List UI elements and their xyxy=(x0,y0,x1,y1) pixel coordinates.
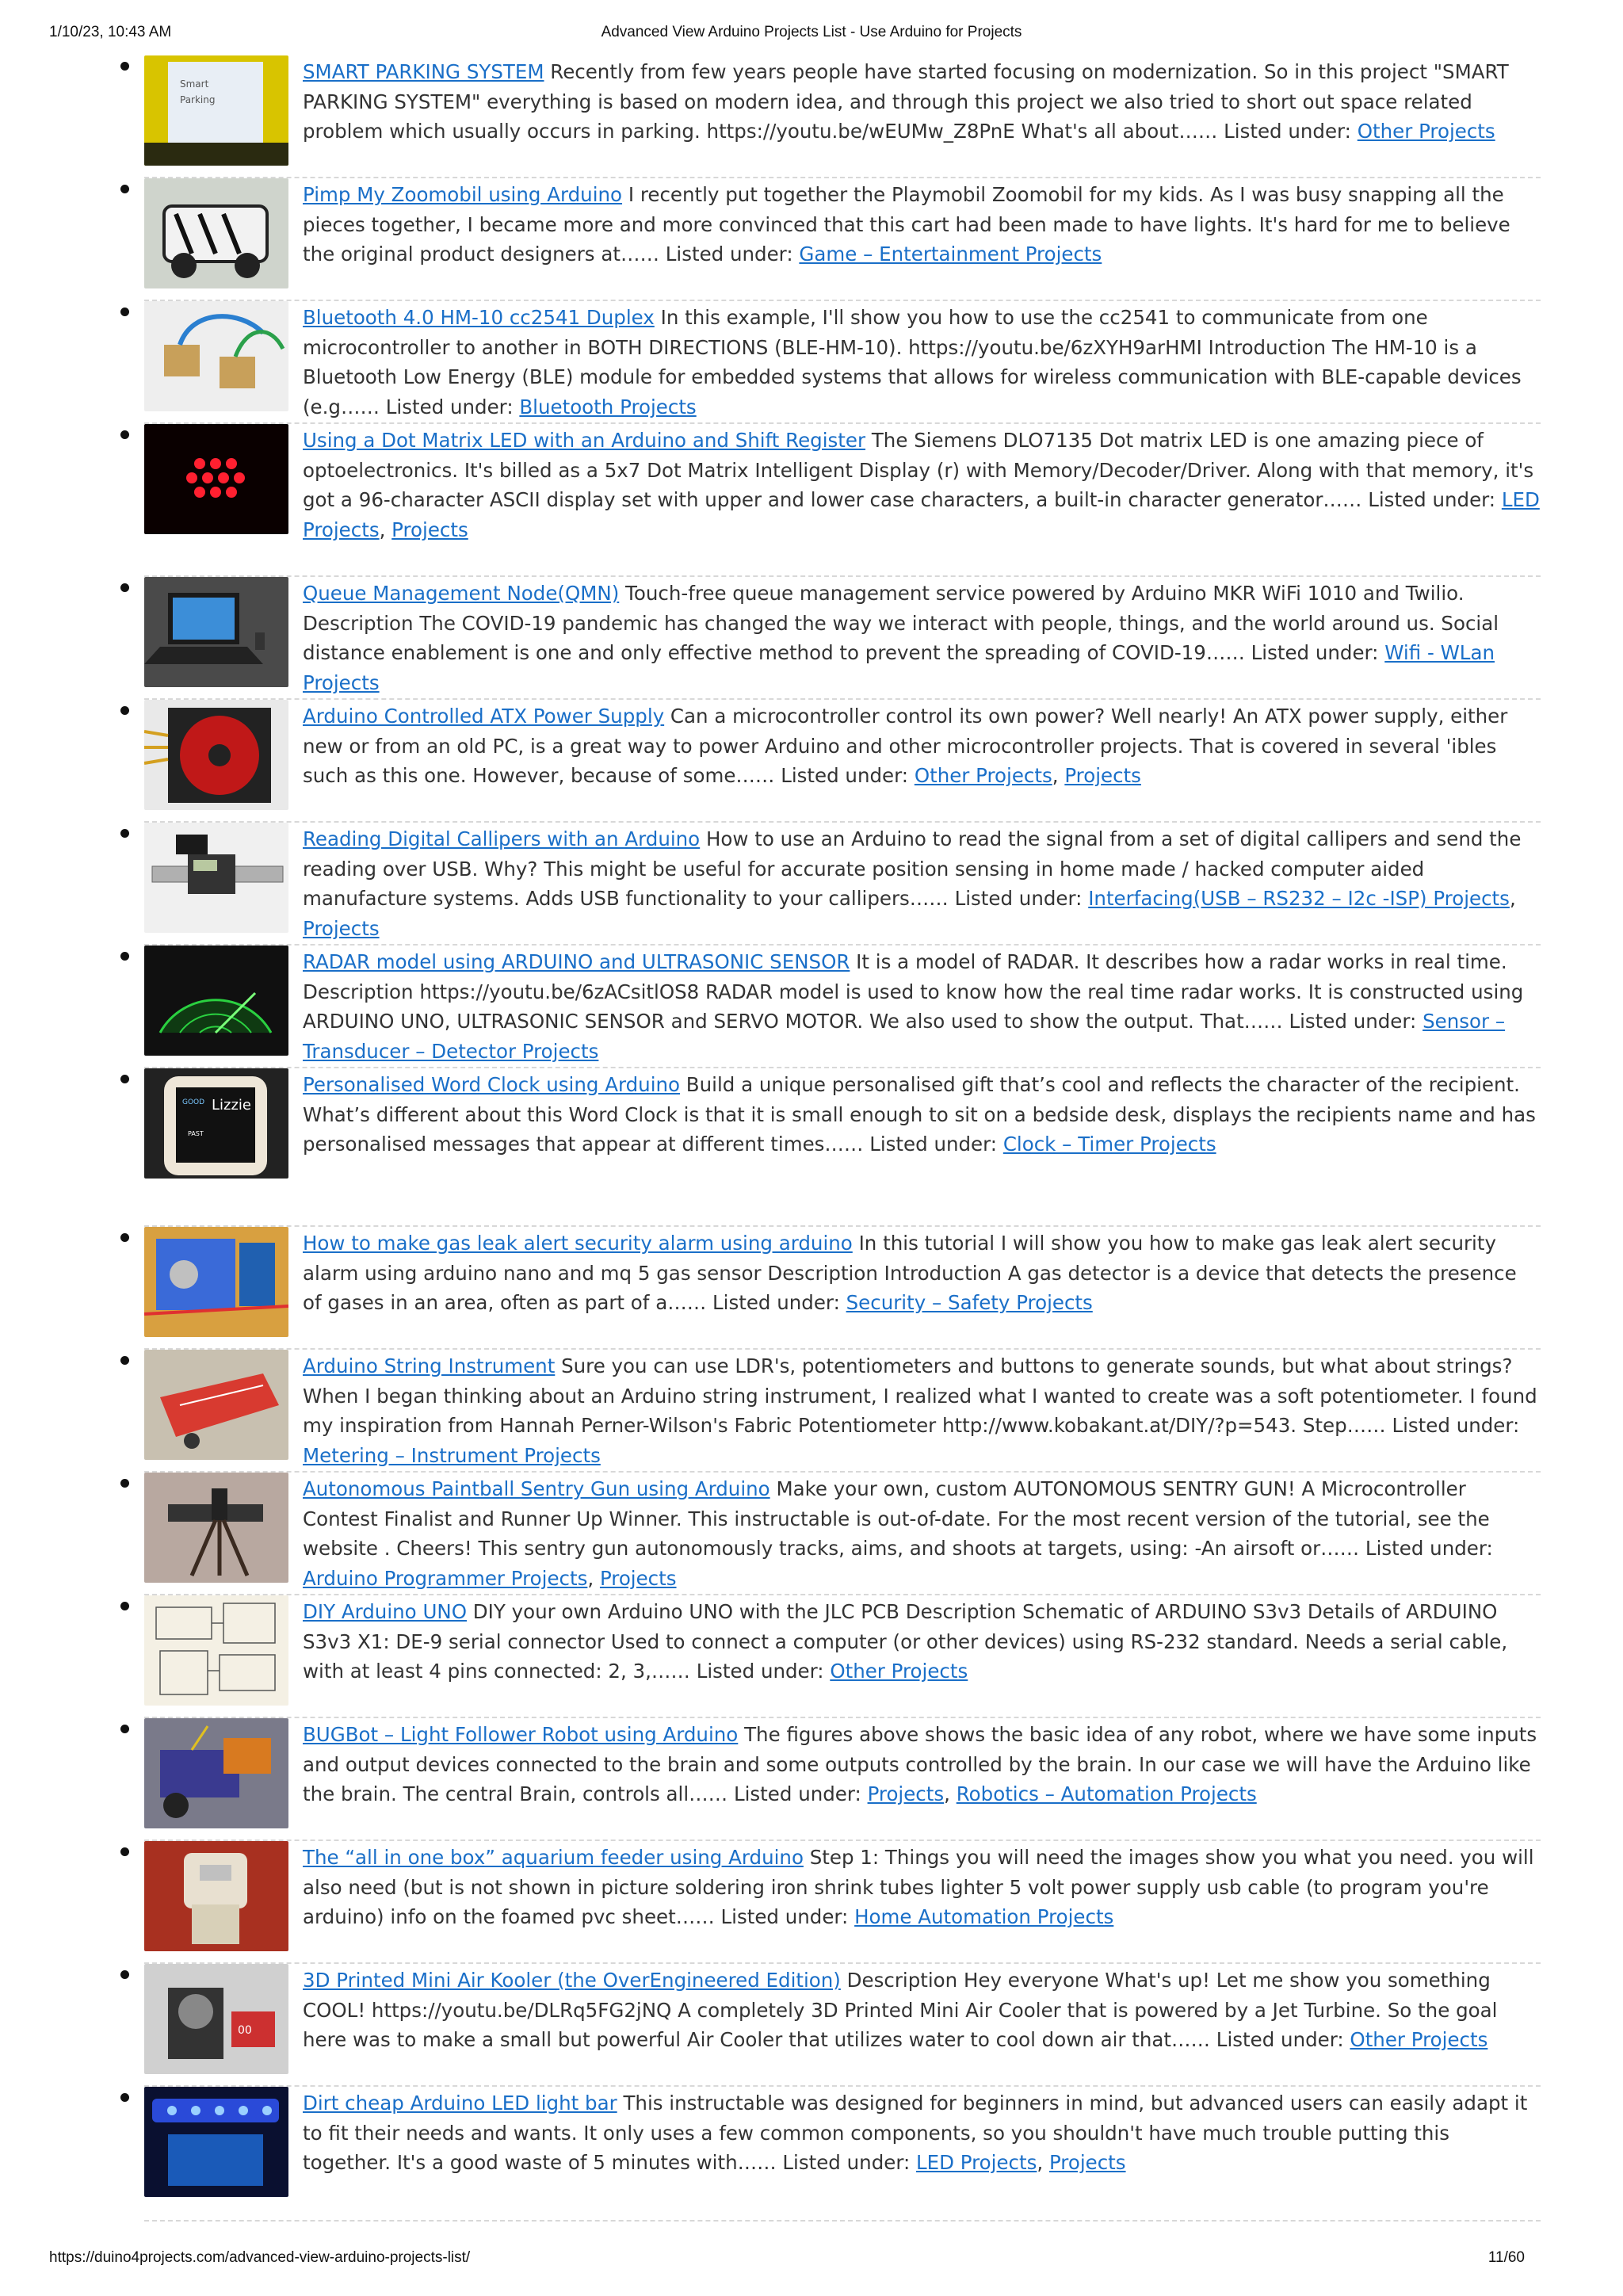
project-description: It is a model of RADAR. It describes how a radar works in real time. Description https://youtu.be/6zACsitlOS8 RADAR model is used to know how the real time radar works. It is constructed using ARDUINO UNO, ULTRASONIC SENSOR and SERVO MOTOR. We also used to show the output. That…… Listed under: xyxy=(303,950,1524,1033)
project-title-link[interactable]: The “all in one box” aquarium feeder using Arduino xyxy=(303,1846,804,1869)
bullet-icon xyxy=(120,1479,129,1488)
svg-text:Smart: Smart xyxy=(180,78,209,90)
page-number: 11/60 xyxy=(1487,2249,1525,2266)
project-description: Sure you can use LDR's, potentiometers and buttons to generate sounds, but what about strings? When I began thinking about an Arduino string instrument, I realized what I wanted to create was a soft potentiometer. I found my inspiration from Hannah Perner-Wilson's Fabric Potentiometer http://www.kobakant.at/DIY/?p=543. Step…… Listed under: xyxy=(303,1354,1537,1437)
project-description: Can a microcontroller control its own power? Well nearly! An ATX power supply, either new or from an old PC, is a great way to power Arduino and other microcontroller projects. That is covered in several 'ibles such as this one. However, because of some…… Listed under: xyxy=(303,705,1508,787)
project-thumbnail[interactable] xyxy=(144,577,288,687)
category-link[interactable]: LED Projects xyxy=(916,2151,1037,2174)
bullet-icon xyxy=(120,952,129,961)
bullet-icon xyxy=(120,1970,129,1979)
category-link[interactable]: Other Projects xyxy=(1350,2028,1488,2051)
category-link[interactable]: Other Projects xyxy=(1357,120,1495,143)
project-title-link[interactable]: Reading Digital Callipers with an Arduino xyxy=(303,827,701,850)
project-thumbnail[interactable] xyxy=(144,700,288,810)
svg-text:PAST: PAST xyxy=(188,1130,204,1137)
project-description: Touch-free queue management service powered by Arduino MKR WiFi 1010 and Twilio. Description The COVID-19 pandemic has changed the way we interact with people, things, and the world around us. Social distance enablement is one and only effective method to prevent the spreading of COVID-19…… Listed under: xyxy=(303,582,1499,664)
project-thumbnail[interactable] xyxy=(144,1473,288,1583)
list-item xyxy=(144,1473,1541,1595)
list-item xyxy=(144,55,1541,178)
project-thumbnail[interactable] xyxy=(144,1227,288,1337)
project-thumbnail[interactable] xyxy=(144,1350,288,1460)
project-thumbnail[interactable] xyxy=(144,1841,288,1951)
project-title-link[interactable]: RADAR model using ARDUINO and ULTRASONIC SENSOR xyxy=(303,950,850,973)
project-description: Step 1: Things you will need the images show you what you need. you will also need (but is not shown in picture soldering iron shrink tubes lighter 5 volt power supply usb cable (to program you're arduino) info on the foamed pvc sheet…… Listed under: xyxy=(303,1846,1534,1928)
project-thumbnail[interactable] xyxy=(144,946,288,1056)
category-link[interactable]: LED Projects xyxy=(303,488,1540,541)
project-description: The figures above shows the basic idea of any robot, where we have some inputs and output devices connected to the brain and some outputs controlled by the brain. In our case we will have the Arduino like the brain. The central Brain, controls all…… Listed under: xyxy=(303,1723,1537,1805)
list-item xyxy=(144,823,1541,946)
page-url: https://duino4projects.com/advanced-view-arduino-projects-list/ xyxy=(49,2249,471,2266)
list-item xyxy=(144,946,1541,1068)
category-link[interactable]: Projects xyxy=(1064,764,1141,787)
project-description: Description Hey everyone What's up! Let me show you something COOL! https://youtu.be/DLRq5FG2jNQ A completely 3D Printed Mini Air Cooler that is powered by a Jet Turbine. So the goal here was to make a small but powerful Air Cooler that utilizes water to cool down air that…… Listed under: xyxy=(303,1969,1498,2051)
list-item xyxy=(144,1841,1541,1964)
svg-text:00: 00 xyxy=(238,2024,252,2037)
print-datetime: 1/10/23, 10:43 AM xyxy=(49,24,172,40)
project-title-link[interactable]: Arduino String Instrument xyxy=(303,1354,556,1377)
project-description: The Siemens DLO7135 Dot matrix LED is one amazing piece of optoelectronics. It's billed as a 5x7 Dot Matrix Intelligent Display (r) with Memory/Decoder/Driver. Along with that memory, it's got a 96-character ASCII display set with upper and lower case characters, a built-in character generator…… Listed under: xyxy=(303,429,1534,511)
category-link[interactable]: Other Projects xyxy=(914,764,1052,787)
category-link[interactable]: Projects xyxy=(599,1566,677,1590)
project-description: In this example, I'll show you how to use the cc2541 to communicate from one microcontroller to another in BOTH DIRECTIONS (BLE-HM-10). https://youtu.be/6zXYH9arHMI Introduction The HM-10 is a Bluetooth Low Energy (BLE) module for embedded systems that allows for wireless communication with BLE-capable devices (e.g…… Listed under: xyxy=(303,306,1522,418)
project-title-link[interactable]: BUGBot – Light Follower Robot using Arduino xyxy=(303,1723,739,1746)
project-title-link[interactable]: 3D Printed Mini Air Kooler (the OverEngineered Edition) xyxy=(303,1969,841,1992)
bullet-icon xyxy=(120,2093,129,2102)
project-entry xyxy=(303,577,1541,697)
category-link[interactable]: Projects xyxy=(391,518,468,541)
project-thumbnail[interactable] xyxy=(144,1964,288,2074)
category-link[interactable]: Metering – Instrument Projects xyxy=(303,1443,601,1467)
project-description: I recently put together the Playmobil Zoomobil for my kids. As I was busy snapping all the pieces together, I became more and more convinced that this cart had been made to have lights. It's hard for me to believe the original product designers at…… Listed under: xyxy=(303,183,1510,266)
project-entry xyxy=(303,1227,1541,1318)
project-entry: Reading Digital Callipers with an Arduino How to use an Arduino to read the signal from a set of digital callipers and send the reading over USB. Why? This might be useful for accurate position sensing in home made / hacked computer aided manufacture systems. Adds USB functionality to your callipers…… Listed under: Interfacing(USB – RS232 – I2c -ISP) Projects, Projects xyxy=(303,827,1522,940)
bullet-icon xyxy=(120,430,129,439)
project-title-link[interactable]: DIY Arduino UNO xyxy=(303,1600,467,1623)
project-thumbnail[interactable] xyxy=(144,1718,288,1828)
project-description: This instructable was designed for beginners in mind, but advanced users can easily adapt it to fit their needs and wants. It only uses a few common components, so you shouldn't have much trouble putting this together. It's a good waste of 5 minutes with…… Listed under: xyxy=(303,2092,1528,2174)
project-description: Make your own, custom AUTONOMOUS SENTRY GUN! A Microcontroller Contest Finalist and Runner Up Winner. This instructable is out-of-date. For the most recent version of the tutorial, see the website . Cheers! This sentry gun autonomously tracks, aims, and shoots at targets, using: -An airsoft or…… Listed under: xyxy=(303,1477,1493,1560)
project-entry xyxy=(303,946,1541,1066)
project-thumbnail[interactable] xyxy=(144,301,288,411)
list-item xyxy=(144,178,1541,301)
project-title-link[interactable]: Using a Dot Matrix LED with an Arduino and Shift Register xyxy=(303,429,866,452)
project-entry xyxy=(303,1595,1541,1687)
category-link[interactable]: Sensor – Transducer – Detector Projects xyxy=(303,1010,1506,1063)
project-title-link[interactable]: Arduino Controlled ATX Power Supply xyxy=(303,705,665,728)
bullet-icon xyxy=(120,1075,129,1083)
list-item xyxy=(144,1227,1541,1350)
print-footer xyxy=(49,2249,1574,2273)
category-link[interactable]: Projects xyxy=(1048,2151,1126,2174)
bullet-icon xyxy=(120,706,129,715)
project-entry: Dirt cheap Arduino LED light bar This instructable was designed for beginners in mind, but advanced users can easily adapt it to fit their needs and wants. It only uses a few common components, so you shouldn't have much trouble putting this together. It's a good waste of 5 minutes with…… Listed under: LED Projects, Projects xyxy=(303,2092,1528,2174)
print-header xyxy=(49,24,1574,48)
project-entry xyxy=(303,301,1541,422)
list-item xyxy=(144,1068,1541,1227)
project-entry xyxy=(303,55,1541,147)
project-title-link[interactable]: Pimp My Zoomobil using Arduino xyxy=(303,183,623,206)
list-item xyxy=(144,301,1541,424)
list-item xyxy=(144,1718,1541,1841)
list-item xyxy=(144,1595,1541,1718)
project-description: DIY your own Arduino UNO with the JLC PCB Description Schematic of ARDUINO S3v3 Details of ARDUINO S3v3 X1: DE-9 serial connector Used to connect a computer (or other devices) using RS-232 standard. Needs a serial cable, with at least 4 pins connected: 2, 3,…… Listed under: xyxy=(303,1600,1508,1683)
project-entry: Arduino Controlled ATX Power Supply Can a microcontroller control its own power? Well nearly! An ATX power supply, either new or from an old PC, is a great way to power Arduino and other microcontroller projects. That is covered in several 'ibles such as this one. However, because of some…… Listed under: Other Projects, Projects xyxy=(303,705,1508,787)
bullet-icon xyxy=(120,1602,129,1610)
category-link[interactable]: Bluetooth Projects xyxy=(519,395,697,418)
project-entry: Autonomous Paintball Sentry Gun using Arduino Make your own, custom AUTONOMOUS SENTRY GUN! A Microcontroller Contest Finalist and Runner Up Winner. This instructable is out-of-date. For the most recent version of the tutorial, see the website . Cheers! This sentry gun autonomously tracks, aims, and shoots at targets, using: -An airsoft or…… Listed under: Arduino Programmer Projects, Projects xyxy=(303,1477,1493,1590)
category-link[interactable]: Projects xyxy=(867,1782,945,1805)
project-title-link[interactable]: How to make gas leak alert security alarm using arduino xyxy=(303,1232,853,1255)
project-entry xyxy=(303,1964,1541,2055)
project-title-link[interactable]: Bluetooth 4.0 HM-10 cc2541 Duplex xyxy=(303,306,655,329)
project-description: In this tutorial I will show you how to make gas leak alert security alarm using arduino nano and mq 5 gas sensor Description Introduction A gas detector is a device that detects the presence of gases in an area, often as part of a…… Listed under: xyxy=(303,1232,1517,1314)
list-item xyxy=(144,1350,1541,1473)
project-thumbnail[interactable] xyxy=(144,1595,288,1706)
project-thumbnail[interactable] xyxy=(144,424,288,534)
svg-text:Parking: Parking xyxy=(180,94,216,105)
project-entry xyxy=(303,178,1541,269)
project-title-link[interactable]: Queue Management Node(QMN) xyxy=(303,582,620,605)
list-item xyxy=(144,2087,1541,2222)
category-link[interactable]: Projects xyxy=(303,916,380,940)
bullet-icon xyxy=(120,829,129,838)
project-thumbnail[interactable] xyxy=(144,55,288,166)
bullet-icon xyxy=(120,185,129,193)
bullet-icon xyxy=(120,583,129,592)
list-item xyxy=(144,1964,1541,2087)
bullet-icon xyxy=(120,1725,129,1733)
bullet-icon xyxy=(120,308,129,316)
project-title-link[interactable]: Personalised Word Clock using Arduino xyxy=(303,1073,681,1096)
list-item xyxy=(144,700,1541,823)
project-description: How to use an Arduino to read the signal from a set of digital callipers and send the reading over USB. Why? This might be useful for accurate position sensing in home made / hacked computer aided manufacture systems. Adds USB functionality to your callipers…… Listed under: xyxy=(303,827,1522,910)
project-entry xyxy=(303,1841,1541,1932)
project-description: Build a unique personalised gift that’s cool and reflects the character of the recipient. What’s different about this Word Clock is that it is small enough to sit on a bedside desk, displays the recipients name and has personalised messages that appear at different times…… Listed under: xyxy=(303,1073,1536,1156)
svg-text:GOOD: GOOD xyxy=(182,1098,205,1106)
category-link[interactable]: Arduino Programmer Projects xyxy=(303,1566,588,1590)
project-thumbnail[interactable] xyxy=(144,2087,288,2197)
list-item xyxy=(144,577,1541,700)
project-thumbnail[interactable] xyxy=(144,178,288,288)
project-entry xyxy=(303,1068,1541,1159)
category-link[interactable]: Interfacing(USB – RS232 – I2c -ISP) Projects xyxy=(1088,887,1510,910)
page-title: Advanced View Arduino Projects List - Use Arduino for Projects xyxy=(601,24,1022,40)
project-title-link[interactable]: Dirt cheap Arduino LED light bar xyxy=(303,2092,617,2115)
category-link[interactable]: Wifi - WLan Projects xyxy=(303,641,1495,694)
project-entry: BUGBot – Light Follower Robot using Arduino The figures above shows the basic idea of any robot, where we have some inputs and output devices connected to the brain and some outputs controlled by the brain. In our case we will have the Arduino like the brain. The central Brain, controls all…… Listed under: Projects, Robotics – Automation Projects xyxy=(303,1723,1537,1805)
svg-text:Lizzie: Lizzie xyxy=(212,1097,252,1114)
category-link[interactable]: Home Automation Projects xyxy=(854,1905,1114,1928)
project-entry: Using a Dot Matrix LED with an Arduino and Shift Register The Siemens DLO7135 Dot matrix LED is one amazing piece of optoelectronics. It's billed as a 5x7 Dot Matrix Intelligent Display (r) with Memory/Decoder/Driver. Along with that memory, it's got a 96-character ASCII display set with upper and lower case characters, a built-in character generator…… Listed under: LED Projects, Projects xyxy=(303,429,1540,541)
category-link[interactable]: Other Projects xyxy=(830,1660,968,1683)
project-list xyxy=(0,55,1623,2222)
category-link[interactable]: Game – Entertainment Projects xyxy=(799,243,1102,266)
bullet-icon xyxy=(120,62,129,71)
project-entry xyxy=(303,1350,1541,1470)
project-title-link[interactable]: Autonomous Paintball Sentry Gun using Arduino xyxy=(303,1477,770,1500)
bullet-icon xyxy=(120,1356,129,1365)
project-description: Recently from few years people have started focusing on modernization. So in this project "SMART PARKING SYSTEM" everything is based on modern idea, and through this project we also tried to short out space related problem which usually occurs in parking. https://youtu.be/wEUMw_Z8PnE What's all about…… Listed under: xyxy=(303,60,1509,143)
project-title-link[interactable]: SMART PARKING SYSTEM xyxy=(303,60,544,83)
list-item xyxy=(144,424,1541,577)
project-thumbnail[interactable] xyxy=(144,823,288,933)
project-thumbnail[interactable] xyxy=(144,1068,288,1179)
bullet-icon xyxy=(120,1847,129,1856)
bullet-icon xyxy=(120,1233,129,1242)
category-link[interactable]: Robotics – Automation Projects xyxy=(956,1782,1257,1805)
category-link[interactable]: Clock – Timer Projects xyxy=(1002,1133,1216,1156)
category-link[interactable]: Security – Safety Projects xyxy=(846,1291,1093,1314)
